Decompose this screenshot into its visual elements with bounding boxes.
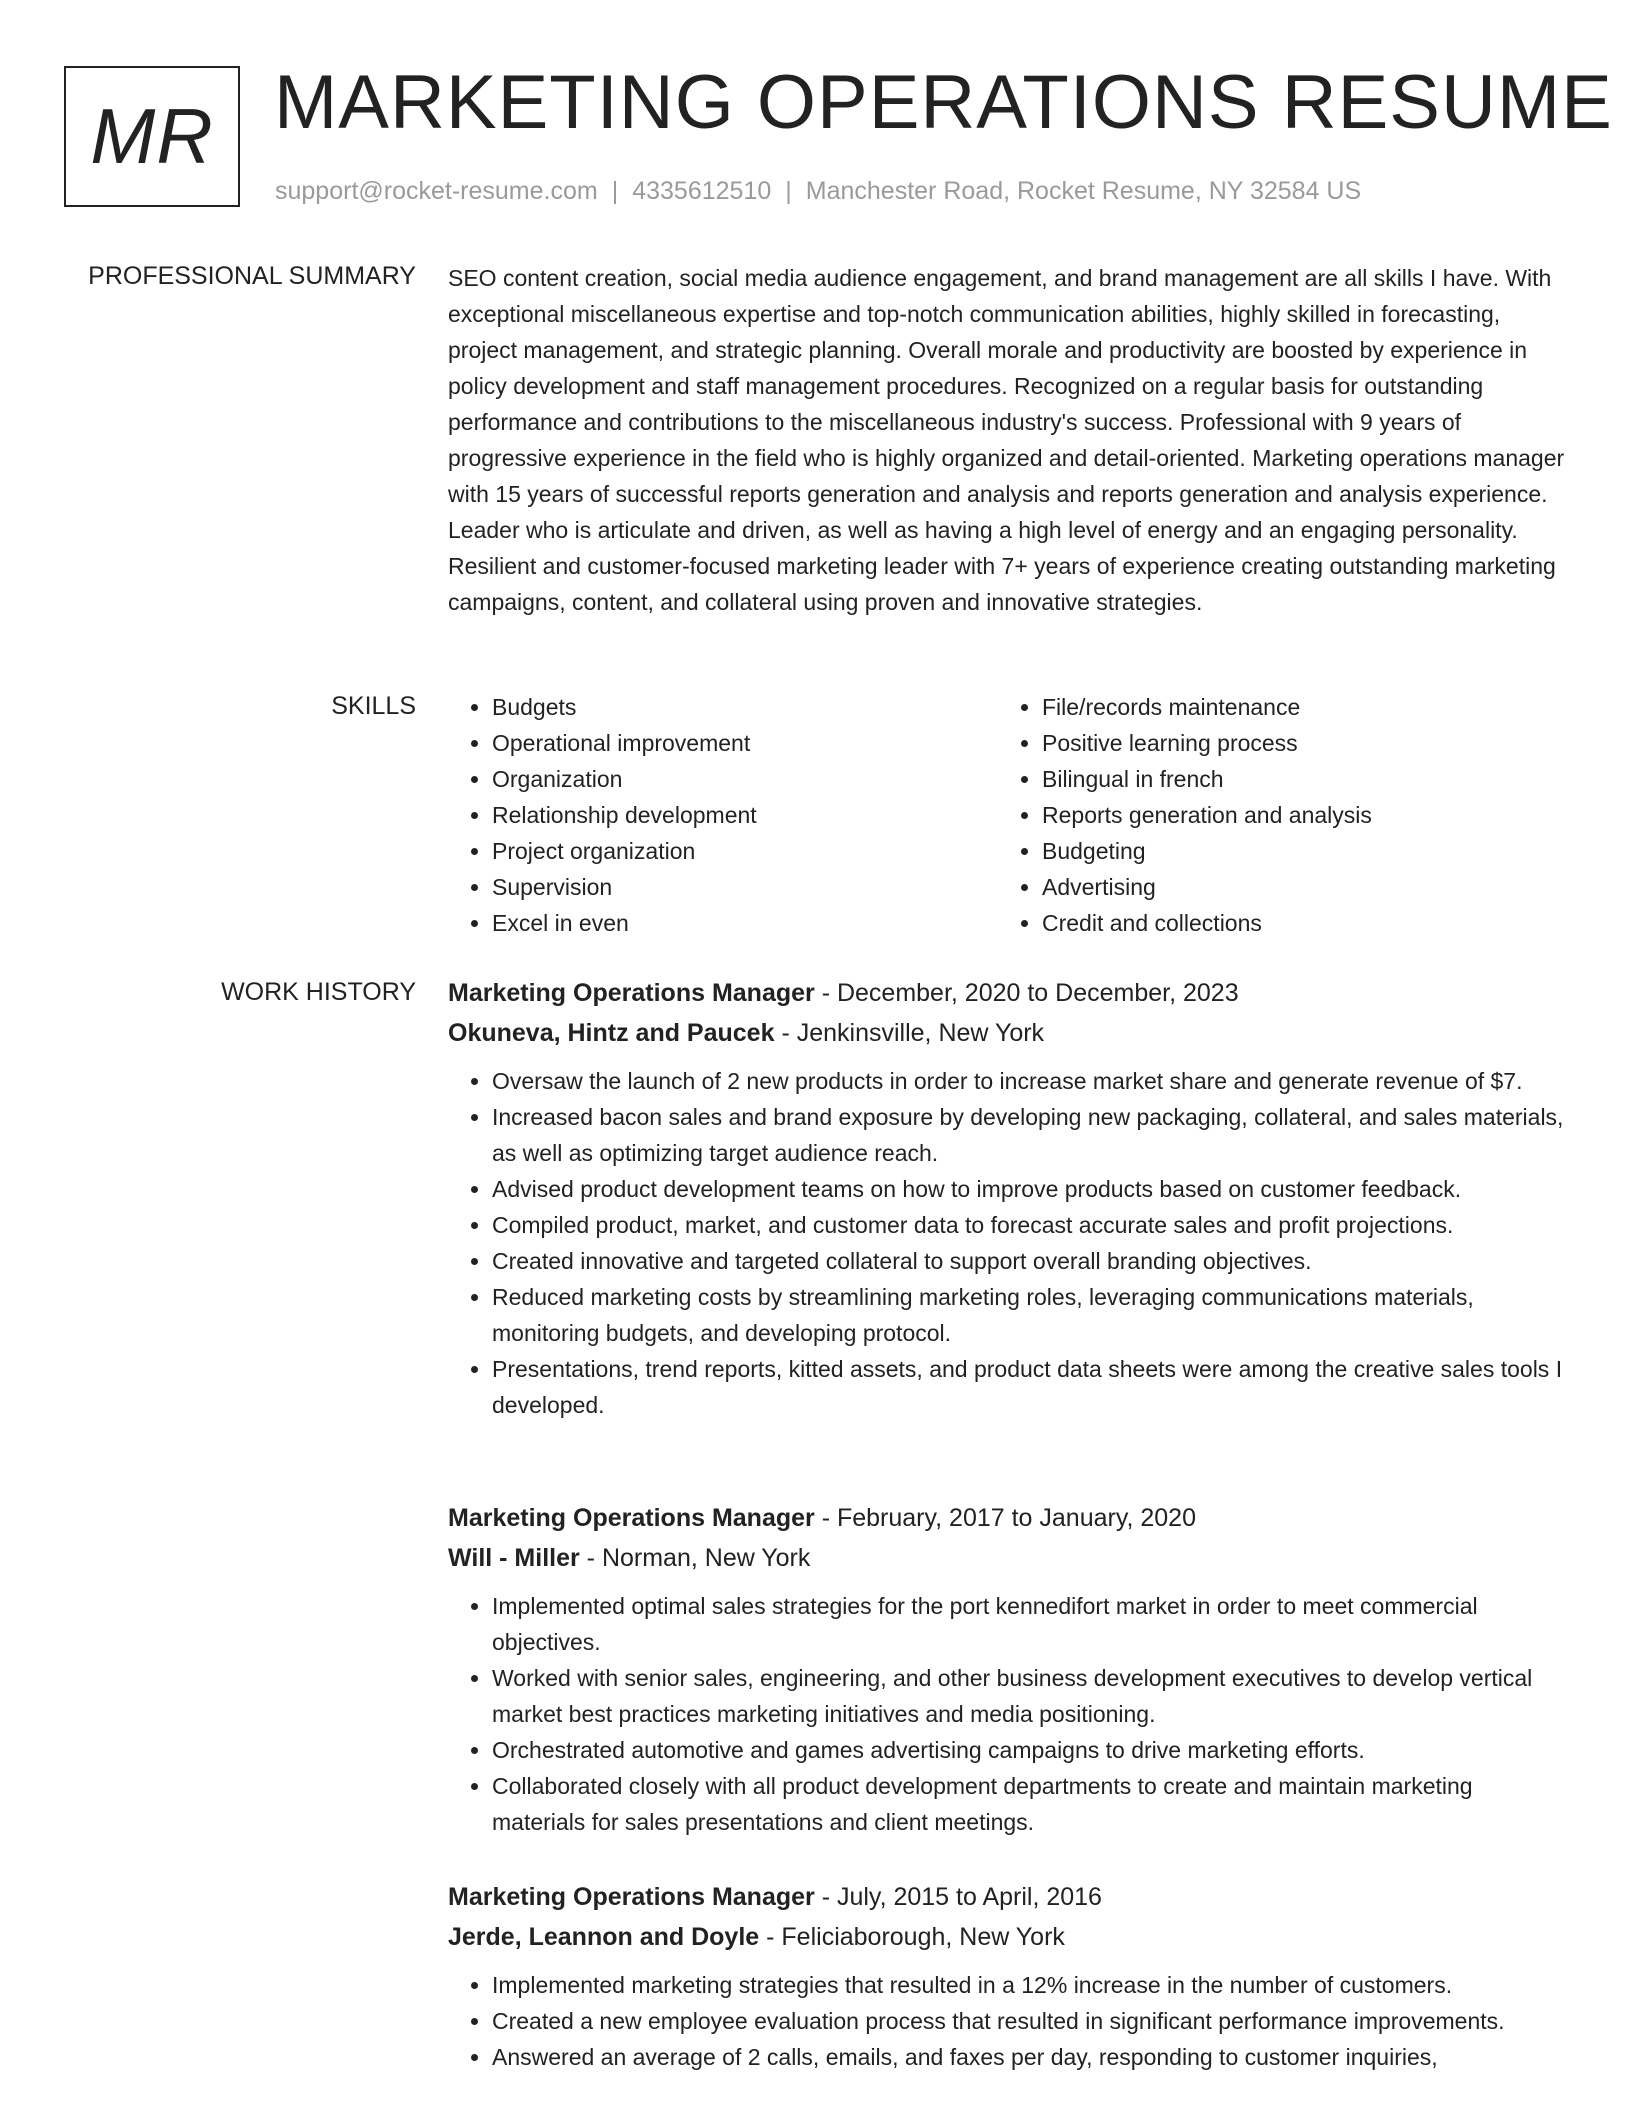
job-bullet: • Compiled product, market, and customer data to forecast accurate sales and profit projections. xyxy=(492,1207,1568,1243)
job-role-line xyxy=(448,973,1568,1013)
job-bullet: • Implemented marketing strategies that resulted in a 12% increase in the number of customers. xyxy=(492,1967,1568,2003)
job-entry xyxy=(448,1498,1568,1840)
job-bullet: • Increased bacon sales and brand exposure by developing new packaging, collateral, and sales materials, as well as optimizing target audience reach. xyxy=(492,1099,1568,1171)
job-company: Jerde, Leannon and Doyle xyxy=(448,1923,760,1951)
job-bullet: • Implemented optimal sales strategies for the port kennedifort market in order to meet commercial objectives. xyxy=(492,1588,1568,1660)
job-bullet: • Worked with senior sales, engineering, and other business development executives to develop vertical market best practices marketing initiatives and media positioning. xyxy=(492,1660,1568,1732)
job-bullet: • Answered an average of 2 calls, emails, and faxes per day, responding to customer inquiries, xyxy=(492,2039,1568,2075)
job-location: - Feliciaborough, New York xyxy=(759,1923,1065,1951)
job-bullets xyxy=(448,1063,1568,1423)
job-company-line xyxy=(448,1013,1568,1053)
job-bullet: • Orchestrated automotive and games advertising campaigns to drive marketing efforts. xyxy=(492,1732,1568,1768)
summary-text: SEO content creation, social media audience engagement, and brand management are all skills I have. With exceptional miscellaneous expertise and top-notch communication abilities, highly skilled in forecasting, project management, and strategic planning. Overall morale and productivity are boosted by experience in policy development and staff management procedures. Recognized on a regular basis for outstanding performance and contributions to the miscellaneous industry's success. Professional with 9 years of progressive experience in the field who is highly organized and detail-oriented. Marketing operations manager with 15 years of successful reports generation and analysis and reports generation and analysis experience. Leader who is articulate and driven, as well as having a high level of energy and an engaging personality. Resilient and customer-focused marketing leader with 7+ years of experience creating outstanding marketing campaigns, content, and collateral using proven and innovative strategies. xyxy=(448,265,1565,615)
resume-title: MARKETING OPERATIONS RESUME xyxy=(274,60,1613,145)
job-dates: - July, 2015 to April, 2016 xyxy=(814,1883,1102,1911)
skill-item: • Reports generation and analysis xyxy=(1042,797,1548,833)
skills-column-left xyxy=(448,689,998,941)
skill-item: • Project organization xyxy=(492,833,998,869)
job-company: Will - Miller xyxy=(448,1544,580,1572)
work-history-section-label: WORK HISTORY xyxy=(221,978,416,1006)
job-bullet: • Reduced marketing costs by streamlining marketing roles, leveraging communications materials, monitoring budgets, and developing protocol. xyxy=(492,1279,1568,1351)
job-bullet: • Collaborated closely with all product development departments to create and maintain marketing materials for sales presentations and client meetings. xyxy=(492,1768,1568,1840)
job-bullet: • Advised product development teams on how to improve products based on customer feedback. xyxy=(492,1171,1568,1207)
job-location: - Norman, New York xyxy=(579,1544,811,1572)
skill-item: • Budgets xyxy=(492,689,998,725)
contact-phone: 4335612510 xyxy=(632,177,772,205)
skill-item: • Organization xyxy=(492,761,998,797)
job-dates: - February, 2017 to January, 2020 xyxy=(814,1504,1196,1532)
skill-item: • Budgeting xyxy=(1042,833,1548,869)
job-dates: - December, 2020 to December, 2023 xyxy=(814,979,1239,1007)
skill-item: • Operational improvement xyxy=(492,725,998,761)
skill-item: • Positive learning process xyxy=(1042,725,1548,761)
summary-section-label: PROFESSIONAL SUMMARY xyxy=(88,262,416,290)
skill-item: • Credit and collections xyxy=(1042,905,1548,941)
contact-email: support@rocket-resume.com xyxy=(275,177,598,205)
skills-section-label: SKILLS xyxy=(331,692,416,720)
job-title: Marketing Operations Manager xyxy=(448,1504,815,1532)
job-company: Okuneva, Hintz and Paucek xyxy=(448,1019,775,1047)
skill-item: • File/records maintenance xyxy=(1042,689,1548,725)
monogram-text: MR xyxy=(90,92,214,180)
skills-column-right xyxy=(998,689,1548,941)
contact-line xyxy=(275,174,1361,208)
job-bullet: • Oversaw the launch of 2 new products in order to increase market share and generate revenue of $7. xyxy=(492,1063,1568,1099)
job-role-line xyxy=(448,1877,1568,1917)
job-bullets xyxy=(448,1967,1568,2075)
contact-separator: | xyxy=(785,177,792,205)
job-title: Marketing Operations Manager xyxy=(448,979,815,1007)
job-entry xyxy=(448,973,1568,1423)
job-company-line xyxy=(448,1538,1568,1578)
job-entry xyxy=(448,1877,1568,2075)
job-bullet: • Created innovative and targeted collateral to support overall branding objectives. xyxy=(492,1243,1568,1279)
skill-item: • Relationship development xyxy=(492,797,998,833)
skill-item: • Bilingual in french xyxy=(1042,761,1548,797)
contact-address: Manchester Road, Rocket Resume, NY 32584 US xyxy=(805,177,1362,205)
skills-list xyxy=(448,689,1568,941)
job-bullets xyxy=(448,1588,1568,1840)
skill-item: • Excel in even xyxy=(492,905,998,941)
skill-item: • Advertising xyxy=(1042,869,1548,905)
monogram-badge xyxy=(64,66,240,207)
job-title: Marketing Operations Manager xyxy=(448,1883,815,1911)
contact-separator: | xyxy=(611,177,619,205)
job-location: - Jenkinsville, New York xyxy=(774,1019,1045,1047)
job-company-line xyxy=(448,1917,1568,1957)
job-role-line xyxy=(448,1498,1568,1538)
skill-item: • Supervision xyxy=(492,869,998,905)
job-bullet: • Created a new employee evaluation process that resulted in significant performance improvements. xyxy=(492,2003,1568,2039)
job-bullet: • Presentations, trend reports, kitted assets, and product data sheets were among the creative sales tools I developed. xyxy=(492,1351,1568,1423)
